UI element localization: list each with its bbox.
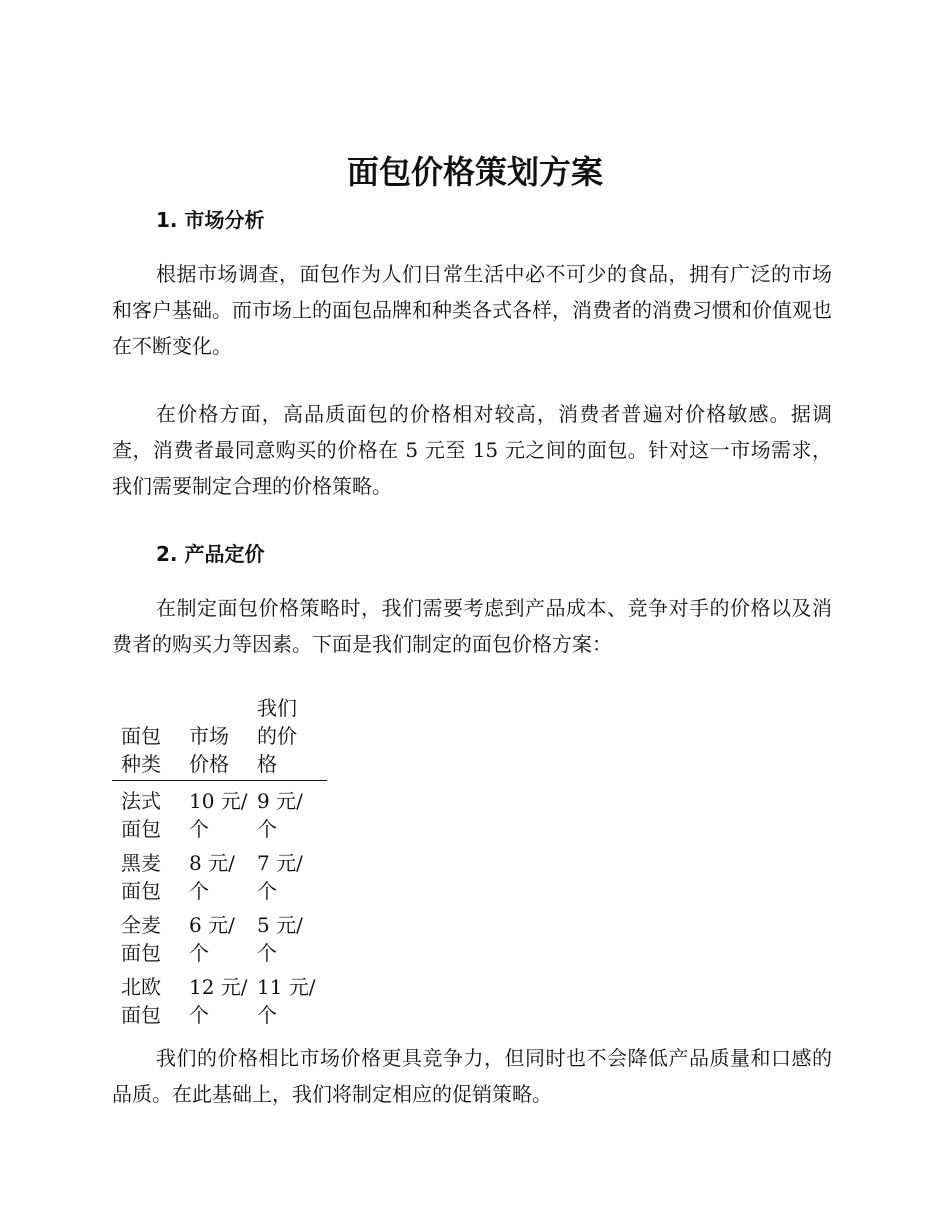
cell-market-price: 8 元/个 — [189, 851, 235, 903]
paragraph-market-overview: 根据市场调查，面包作为人们日常生活中必不可少的食品，拥有广泛的市场和客户基础。而市场上的面包品牌和种类各式各样，消费者的消费习惯和价值观也在不断变化。 — [112, 262, 832, 358]
section-heading-market-analysis: 1. 市场分析 — [156, 208, 265, 232]
table-row — [112, 973, 327, 1035]
column-header-bread-type: 面包种类 — [121, 724, 161, 776]
cell-our-price: 5 元/个 — [257, 913, 303, 965]
cell-our-price: 9 元/个 — [257, 789, 303, 841]
section-heading-product-pricing: 2. 产品定价 — [156, 542, 265, 566]
table-row — [112, 911, 327, 973]
cell-bread-type: 法式面包 — [121, 789, 161, 841]
price-table — [112, 694, 327, 1035]
table-row — [112, 849, 327, 911]
table-row — [112, 781, 327, 850]
paragraph-pricing-factors: 在制定面包价格策略时，我们需要考虑到产品成本、竞争对手的价格以及消费者的购买力等因素。下面是我们制定的面包价格方案： — [112, 596, 832, 656]
column-header-our-price: 我们的价格 — [257, 696, 297, 776]
cell-market-price: 10 元/个 — [189, 789, 248, 841]
cell-bread-type: 黑麦面包 — [121, 851, 161, 903]
cell-bread-type: 北欧面包 — [121, 975, 161, 1027]
cell-bread-type: 全麦面包 — [121, 913, 161, 965]
cell-market-price: 6 元/个 — [189, 913, 235, 965]
cell-our-price: 11 元/个 — [257, 975, 316, 1027]
cell-market-price: 12 元/个 — [189, 975, 248, 1027]
column-header-market-price: 市场价格 — [189, 724, 229, 776]
table-header-row — [112, 694, 327, 781]
document-title: 面包价格策划方案 — [346, 153, 603, 191]
paragraph-price-sensitivity: 在价格方面，高品质面包的价格相对较高，消费者普遍对价格敏感。据调查，消费者最同意购买的价格在 5 元至 15 元之间的面包。针对这一市场需求，我们需要制定合理的价格策略。 — [112, 402, 832, 498]
cell-our-price: 7 元/个 — [257, 851, 303, 903]
paragraph-closing: 我们的价格相比市场价格更具竞争力，但同时也不会降低产品质量和口感的品质。在此基础上，我们将制定相应的促销策略。 — [112, 1046, 832, 1106]
